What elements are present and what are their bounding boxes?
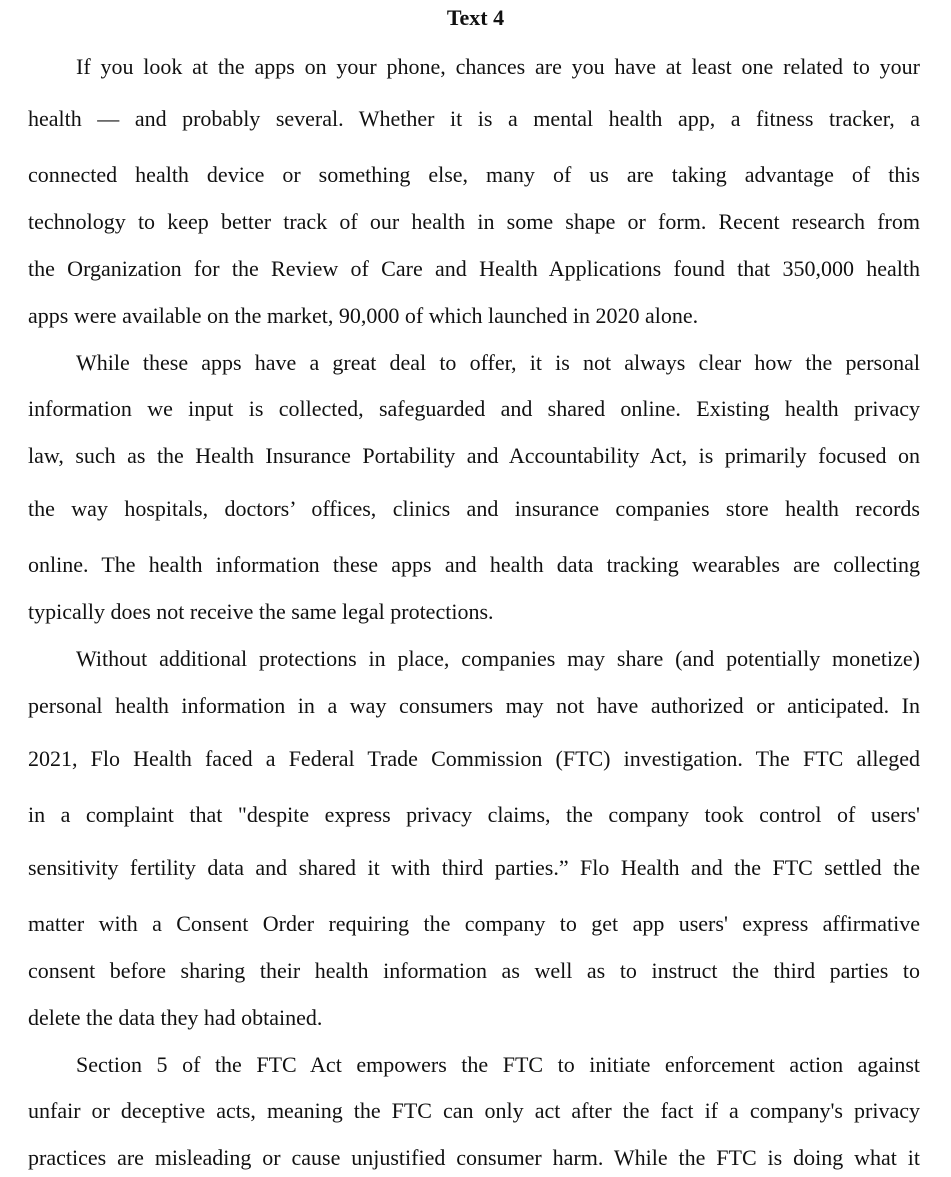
text-line: practices are misleading or cause unjustified consumer harm. While the FTC is doing what it — [28, 1145, 920, 1170]
text-line: the way hospitals, doctors’ offices, clinics and insurance companies store health records — [28, 496, 920, 521]
text-line: health — and probably several. Whether it is a mental health app, a fitness tracker, a — [28, 106, 920, 131]
text-line: the Organization for the Review of Care and Health Applications found that 350,000 health — [28, 256, 920, 281]
text-line: If you look at the apps on your phone, chances are you have at least one related to your — [76, 54, 920, 79]
text-line: law, such as the Health Insurance Portability and Accountability Act, is primarily focused on — [28, 443, 920, 468]
text-line: connected health device or something else, many of us are taking advantage of this — [28, 162, 920, 187]
text-line: typically does not receive the same legal protections. — [28, 599, 494, 624]
text-line: personal health information in a way consumers may not have authorized or anticipated. In — [28, 693, 920, 718]
document-title: Text 4 — [446, 5, 505, 30]
text-line: in a complaint that "despite express privacy claims, the company took control of users' — [28, 802, 920, 827]
text-line: online. The health information these apps and health data tracking wearables are collecting — [28, 552, 920, 577]
text-line: consent before sharing their health information as well as to instruct the third parties to — [28, 958, 920, 983]
text-line: sensitivity fertility data and shared it with third parties.” Flo Health and the FTC settled the — [28, 855, 920, 880]
text-line: information we input is collected, safeguarded and shared online. Existing health privacy — [28, 396, 920, 421]
text-line: matter with a Consent Order requiring the company to get app users' express affirmative — [28, 911, 920, 936]
text-line: Section 5 of the FTC Act empowers the FTC to initiate enforcement action against — [76, 1052, 920, 1077]
text-line: Without additional protections in place, companies may share (and potentially monetize) — [76, 646, 920, 671]
text-line: While these apps have a great deal to offer, it is not always clear how the personal — [76, 350, 920, 375]
text-line: unfair or deceptive acts, meaning the FTC can only act after the fact if a company's privacy — [28, 1098, 920, 1123]
text-line: technology to keep better track of our health in some shape or form. Recent research from — [28, 209, 920, 234]
text-line: apps were available on the market, 90,000 of which launched in 2020 alone. — [28, 303, 699, 328]
text-line: 2021, Flo Health faced a Federal Trade Commission (FTC) investigation. The FTC alleged — [28, 746, 920, 771]
text-line: delete the data they had obtained. — [28, 1005, 323, 1030]
